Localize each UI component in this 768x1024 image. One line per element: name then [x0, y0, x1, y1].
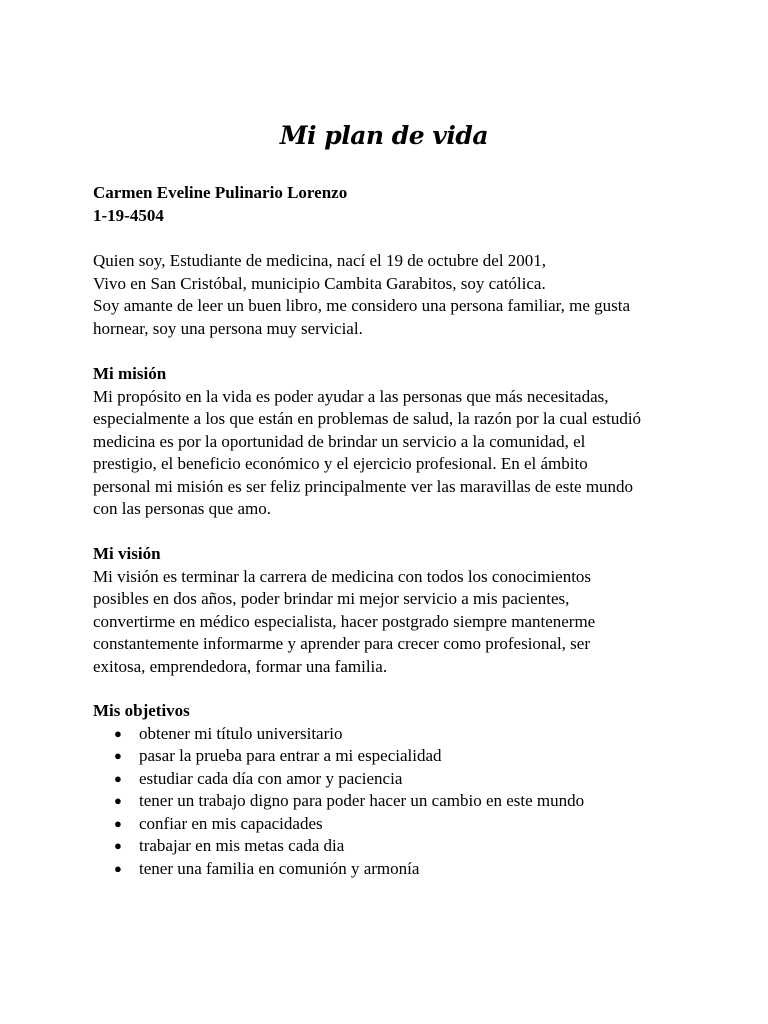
section-heading: Mi visión [93, 544, 161, 563]
bullet-icon: ● [114, 838, 122, 853]
author-block [93, 182, 693, 227]
author-id: 1-19-4504 [93, 205, 164, 225]
list-item [93, 790, 693, 813]
list-item-text: obtener mi título universitario [139, 723, 343, 743]
section-heading: Mis objetivos [93, 701, 190, 720]
paragraph-line: constantemente informarme y aprender para crecer como profesional, ser [93, 634, 591, 653]
paragraph-line: personal mi misión es ser feliz principalmente ver las maravillas de este mundo [93, 476, 634, 496]
list-item-text: tener un trabajo digno para poder hacer un cambio en este mundo [139, 791, 585, 810]
bullet-icon: ● [114, 815, 122, 831]
paragraph-line: Mi visión es terminar la carrera de medicina con todos los conocimientos [93, 566, 592, 586]
page-title: Mi plan de vida [279, 121, 489, 150]
list-item [93, 813, 693, 836]
bullet-icon: ● [114, 748, 122, 763]
list-item-text: confiar en mis capacidades [139, 813, 323, 833]
list-item [93, 745, 693, 768]
paragraph-line: exitosa, emprendedora, formar una familia. [93, 656, 388, 676]
paragraph-line: prestigio, el beneficio económico y el ejercicio profesional. En el ámbito [93, 454, 588, 473]
bullet-icon: ● [114, 860, 122, 876]
objectives-list [93, 723, 693, 881]
list-item [93, 768, 693, 791]
bullet-icon: ● [114, 725, 122, 741]
bullet-icon: ● [114, 793, 122, 808]
list-item-text: tener una familia en comunión y armonía [139, 858, 420, 878]
list-item [93, 723, 693, 746]
paragraph-line: posibles en dos años, poder brindar mi mejor servicio a mis pacientes, [93, 589, 570, 608]
bullet-icon: ● [114, 770, 122, 786]
list-item-text: pasar la prueba para entrar a mi especialidad [139, 746, 442, 765]
list-item-text: trabajar en mis metas cada dia [139, 836, 345, 855]
list-item [93, 835, 693, 858]
paragraph-line: Soy amante de leer un buen libro, me considero una persona familiar, me gusta [93, 296, 631, 315]
paragraph-line: medicina es por la oportunidad de brindar un servicio a la comunidad, el [93, 431, 586, 451]
section-heading: Mi misión [93, 364, 167, 383]
list-item [93, 858, 693, 881]
author-name: Carmen Eveline Pulinario Lorenzo [93, 183, 348, 202]
paragraph-line: Quien soy, Estudiante de medicina, nací el 19 de octubre del 2001, [93, 251, 547, 270]
intro-paragraph [93, 250, 693, 340]
mision-section [93, 363, 693, 521]
paragraph-line: convertirme en médico especialista, hacer postgrado siempre mantenerme [93, 611, 596, 631]
vision-section [93, 543, 693, 678]
paragraph-line: especialmente a los que están en problemas de salud, la razón por la cual estudió [93, 409, 642, 428]
paragraph-line: hornear, soy una persona muy servicial. [93, 318, 363, 338]
objetivos-section [93, 700, 693, 880]
paragraph-line: con las personas que amo. [93, 499, 271, 518]
list-item-text: estudiar cada día con amor y paciencia [139, 768, 403, 788]
paragraph-line: Mi propósito en la vida es poder ayudar a las personas que más necesitadas, [93, 386, 609, 406]
paragraph-line: Vivo en San Cristóbal, municipio Cambita Garabitos, soy católica. [93, 273, 546, 293]
